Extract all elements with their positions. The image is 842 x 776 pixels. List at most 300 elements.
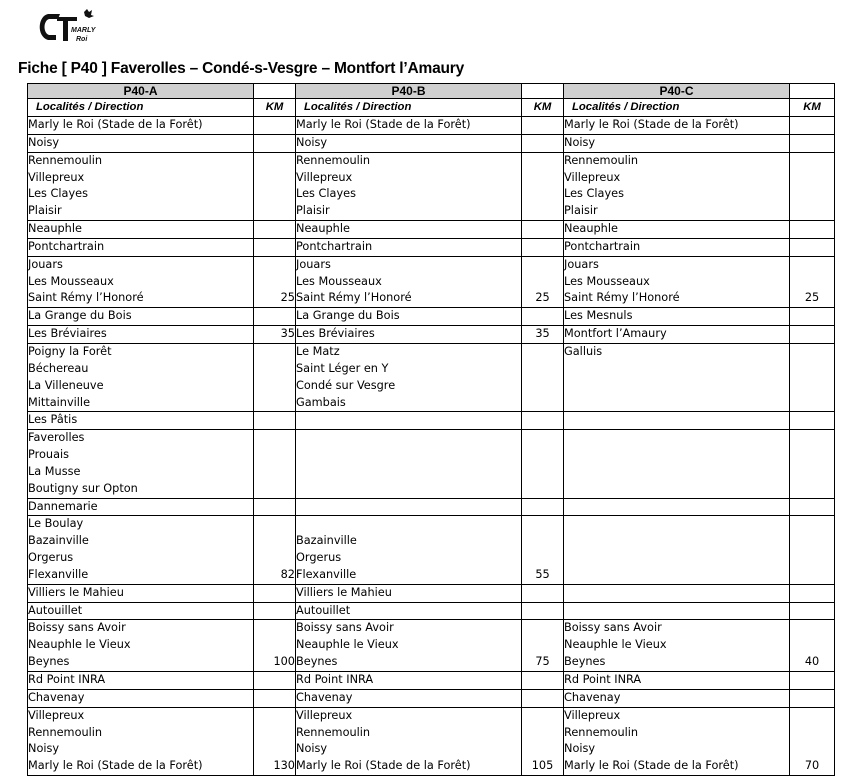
km-spacer [522, 516, 563, 533]
km-cell-b [522, 498, 564, 516]
km-value [790, 117, 834, 134]
localities-cell-b [296, 308, 522, 326]
localities-cell-a [28, 152, 254, 220]
locality-name: Neauphle [564, 222, 618, 236]
km-cell-c [790, 326, 835, 344]
km-spacer [254, 153, 295, 170]
km-value: 35 [280, 327, 295, 341]
localities-cell-b [296, 117, 522, 135]
locality-name: Beynes [564, 655, 606, 669]
km-spacer [254, 464, 295, 481]
locality-name: Neauphle le Vieux [296, 638, 399, 652]
km-value [790, 135, 834, 152]
km-cell-b [522, 134, 564, 152]
km-spacer [790, 708, 834, 725]
km-cell-c [790, 672, 835, 690]
km-value: 105 [531, 759, 554, 773]
locality-name: Villepreux [28, 170, 85, 184]
km-spacer [522, 620, 563, 637]
km-cell-b [522, 117, 564, 135]
locality-name: Noisy [564, 742, 596, 756]
km-cell-a [254, 620, 296, 672]
localities-cell-b [296, 620, 522, 672]
km-spacer [790, 620, 834, 637]
route-rows [28, 117, 835, 776]
km-cell-a [254, 707, 296, 775]
locality-name: Neauphle le Vieux [564, 638, 667, 652]
km-value [522, 481, 563, 498]
locality-name: Flexanville [28, 567, 89, 581]
localities-header-a: Localités / Direction [28, 99, 254, 117]
km-spacer [254, 550, 295, 567]
localities-cell-b [296, 707, 522, 775]
km-cell-b [522, 430, 564, 498]
km-spacer [522, 378, 563, 395]
km-spacer [522, 170, 563, 187]
locality-name: Condé sur Vesgre [296, 378, 396, 392]
km-spacer [254, 637, 295, 654]
table-row [28, 584, 835, 602]
km-value: 75 [535, 655, 550, 669]
localities-cell-c [564, 498, 790, 516]
km-cell-c [790, 620, 835, 672]
km-value: 25 [804, 291, 820, 305]
localities-cell-b [296, 602, 522, 620]
km-spacer [522, 153, 563, 170]
locality-name: Rd Point INRA [28, 673, 106, 686]
km-value [254, 395, 295, 412]
km-cell-c [790, 343, 835, 411]
localities-cell-a [28, 498, 254, 516]
km-cell-a [254, 516, 296, 584]
localities-cell-a [28, 689, 254, 707]
route-header-c: P40-C [564, 84, 790, 99]
km-spacer [522, 725, 563, 742]
km-cell-b [522, 343, 564, 411]
km-cell-a [254, 117, 296, 135]
locality-name [564, 378, 789, 395]
km-cell-b [522, 256, 564, 308]
locality-name: Chavenay [28, 690, 85, 704]
locality-name: Rennemoulin [28, 725, 103, 739]
km-cell-b [522, 412, 564, 430]
locality-name: Plaisir [296, 204, 330, 218]
page-title: Fiche [ P40 ] Faverolles – Condé-s-Vesgre – Montfort l’Amaury [18, 60, 465, 77]
km-value [522, 203, 563, 220]
locality-name: Flexanville [296, 567, 357, 581]
km-spacer [790, 186, 834, 203]
locality-name: Pontchartrain [28, 239, 105, 253]
km-cell-b [522, 707, 564, 775]
km-spacer [254, 708, 295, 725]
localities-cell-a [28, 584, 254, 602]
locality-name: Saint Rémy l’Honoré [28, 291, 144, 305]
km-cell-b [522, 602, 564, 620]
km-value [522, 690, 563, 707]
localities-cell-a [28, 430, 254, 498]
km-value [790, 603, 834, 620]
km-value [254, 690, 295, 707]
localities-cell-c [564, 620, 790, 672]
km-value [522, 308, 563, 325]
locality-name [296, 430, 521, 447]
km-cell-b [522, 584, 564, 602]
locality-name [564, 603, 789, 620]
locality-name: Les Mousseaux [28, 274, 114, 288]
locality-name: Villepreux [564, 170, 621, 184]
locality-name [564, 567, 789, 584]
km-cell-c [790, 308, 835, 326]
km-cell-a [254, 689, 296, 707]
locality-name [564, 395, 789, 412]
km-value: 70 [804, 759, 820, 773]
km-cell-a [254, 134, 296, 152]
locality-name: Faverolles [28, 431, 85, 445]
km-cell-a [254, 308, 296, 326]
locality-name: Saint Rémy l’Honoré [564, 291, 680, 305]
table-row [28, 602, 835, 620]
km-spacer [522, 361, 563, 378]
locality-name: Rd Point INRA [296, 673, 374, 686]
km-cell-b [522, 238, 564, 256]
km-value [790, 690, 834, 707]
locality-name: Saint Léger en Y [296, 361, 389, 375]
km-value [254, 481, 295, 498]
table-row [28, 689, 835, 707]
km-cell-c [790, 498, 835, 516]
locality-name: Marly le Roi (Stade de la Forêt) [296, 118, 471, 131]
locality-name: Beynes [296, 655, 338, 669]
locality-name: Neauphle [28, 222, 82, 236]
localities-cell-c [564, 412, 790, 430]
locality-name: Jouars [28, 257, 63, 271]
km-value: 40 [804, 655, 820, 669]
km-cell-a [254, 672, 296, 690]
km-value [790, 203, 834, 220]
svg-text:Roi: Roi [76, 36, 88, 43]
km-cell-c [790, 689, 835, 707]
km-value [790, 221, 834, 238]
km-value [790, 412, 834, 429]
club-logo [34, 8, 104, 48]
km-spacer [790, 637, 834, 654]
km-value: 55 [535, 567, 550, 581]
locality-name [564, 361, 789, 378]
localities-cell-b [296, 430, 522, 498]
localities-cell-b [296, 238, 522, 256]
km-spacer [522, 274, 563, 291]
route-header-b-km-blank [522, 84, 564, 99]
locality-name: Chavenay [296, 690, 353, 704]
locality-name: Plaisir [28, 204, 62, 218]
km-spacer [254, 741, 295, 758]
km-value [790, 326, 834, 343]
km-cell-b [522, 672, 564, 690]
km-header-c: KM [790, 99, 835, 117]
km-spacer [254, 274, 295, 291]
locality-name: Rennemoulin [296, 153, 371, 167]
locality-name: Jouars [564, 257, 599, 271]
km-cell-a [254, 584, 296, 602]
km-cell-c [790, 412, 835, 430]
localities-cell-c [564, 238, 790, 256]
localities-cell-c [564, 430, 790, 498]
localities-cell-b [296, 221, 522, 239]
km-spacer [790, 344, 834, 361]
table-row [28, 134, 835, 152]
locality-name: Saint Rémy l’Honoré [296, 291, 412, 305]
km-cell-a [254, 238, 296, 256]
km-value [790, 585, 834, 602]
km-value [254, 672, 295, 689]
localities-cell-b [296, 343, 522, 411]
km-spacer [522, 708, 563, 725]
locality-name: Neauphle [296, 222, 350, 236]
locality-name [564, 550, 789, 567]
km-cell-a [254, 412, 296, 430]
locality-name: Le Matz [296, 344, 340, 358]
km-spacer [522, 430, 563, 447]
localities-header-c: Localités / Direction [564, 99, 790, 117]
locality-name: Orgerus [296, 551, 342, 565]
km-value [254, 135, 295, 152]
km-value [254, 239, 295, 256]
km-spacer [790, 464, 834, 481]
table-row [28, 620, 835, 672]
table-row [28, 117, 835, 135]
locality-name: Villepreux [296, 708, 353, 722]
locality-name: La Musse [28, 464, 81, 478]
locality-name: Les Clayes [296, 187, 356, 201]
localities-cell-c [564, 134, 790, 152]
locality-name: Chavenay [564, 690, 621, 704]
locality-name: Plaisir [564, 204, 598, 218]
locality-name [296, 481, 521, 498]
locality-name [564, 481, 789, 498]
localities-cell-b [296, 689, 522, 707]
localities-cell-c [564, 672, 790, 690]
locality-name: Noisy [296, 742, 328, 756]
localities-cell-b [296, 672, 522, 690]
km-cell-b [522, 620, 564, 672]
km-cell-a [254, 221, 296, 239]
locality-name: Boissy sans Avoir [296, 621, 394, 635]
km-value: 25 [280, 291, 295, 305]
localities-cell-a [28, 326, 254, 344]
locality-name [296, 499, 521, 516]
km-spacer [790, 725, 834, 742]
locality-name [296, 412, 521, 429]
km-value [254, 499, 295, 516]
locality-name: Les Mousseaux [296, 274, 382, 288]
locality-name: Villepreux [296, 170, 353, 184]
locality-name: Poigny la Forêt [28, 344, 112, 358]
km-cell-a [254, 152, 296, 220]
km-spacer [522, 550, 563, 567]
km-value [790, 567, 834, 584]
km-cell-c [790, 221, 835, 239]
km-cell-a [254, 343, 296, 411]
km-value [790, 672, 834, 689]
km-spacer [254, 516, 295, 533]
localities-cell-c [564, 602, 790, 620]
locality-name: Villepreux [564, 708, 621, 722]
km-value [254, 203, 295, 220]
locality-name: Noisy [28, 742, 60, 756]
km-value [790, 395, 834, 412]
locality-name [564, 533, 789, 550]
locality-name [564, 412, 789, 429]
table-row [28, 343, 835, 411]
localities-cell-c [564, 689, 790, 707]
km-value: 35 [535, 327, 550, 341]
km-value [522, 672, 563, 689]
locality-name: Pontchartrain [564, 239, 641, 253]
km-spacer [254, 447, 295, 464]
km-cell-c [790, 516, 835, 584]
locality-name: Bazainville [28, 534, 89, 548]
locality-name: Pontchartrain [296, 239, 373, 253]
km-value [790, 239, 834, 256]
locality-name [296, 516, 521, 533]
locality-name: Marly le Roi (Stade de la Forêt) [564, 759, 739, 773]
locality-name [564, 447, 789, 464]
km-spacer [522, 533, 563, 550]
localities-cell-a [28, 256, 254, 308]
localities-cell-a [28, 238, 254, 256]
localities-cell-b [296, 134, 522, 152]
locality-name: Noisy [28, 135, 60, 149]
localities-cell-c [564, 152, 790, 220]
locality-name: La Grange du Bois [28, 309, 132, 323]
route-header-a: P40-A [28, 84, 254, 99]
locality-name: Galluis [564, 344, 603, 358]
locality-name: Le Boulay [28, 517, 84, 531]
locality-name: Autouillet [28, 603, 83, 617]
table-row [28, 326, 835, 344]
km-value [254, 585, 295, 602]
km-value [522, 395, 563, 412]
localities-cell-a [28, 412, 254, 430]
locality-name: Villiers le Mahieu [28, 585, 124, 599]
locality-name: Les Clayes [564, 187, 624, 201]
locality-name [564, 430, 789, 447]
km-value [254, 221, 295, 238]
locality-name: Rd Point INRA [564, 673, 642, 686]
locality-name [564, 585, 789, 602]
km-cell-b [522, 326, 564, 344]
locality-name: Villiers le Mahieu [296, 585, 392, 599]
localities-cell-c [564, 256, 790, 308]
locality-name: Boissy sans Avoir [28, 621, 126, 635]
km-spacer [790, 257, 834, 274]
localities-cell-c [564, 707, 790, 775]
locality-name [564, 499, 789, 516]
localities-cell-b [296, 498, 522, 516]
locality-name: Villepreux [28, 708, 85, 722]
localities-cell-a [28, 620, 254, 672]
localities-cell-a [28, 602, 254, 620]
localities-cell-a [28, 672, 254, 690]
locality-name: Gambais [296, 395, 346, 409]
km-value [522, 499, 563, 516]
km-header-a: KM [254, 99, 296, 117]
locality-name: Marly le Roi (Stade de la Forêt) [28, 759, 203, 773]
localities-header-b: Localités / Direction [296, 99, 522, 117]
km-value [522, 135, 563, 152]
locality-name: Les Mousseaux [564, 274, 650, 288]
localities-cell-c [564, 221, 790, 239]
route-header-c-km-blank [790, 84, 835, 99]
km-value [254, 412, 295, 429]
locality-name: Noisy [564, 135, 596, 149]
km-value [522, 239, 563, 256]
route-header-a-km-blank [254, 84, 296, 99]
locality-name: Rennemoulin [28, 153, 103, 167]
locality-name: Jouars [296, 257, 331, 271]
locality-name: Rennemoulin [564, 725, 639, 739]
km-cell-c [790, 602, 835, 620]
km-spacer [790, 361, 834, 378]
km-value [254, 603, 295, 620]
locality-name: Prouais [28, 448, 70, 462]
km-cell-c [790, 117, 835, 135]
km-value: 25 [535, 291, 550, 305]
locality-name: Rennemoulin [296, 725, 371, 739]
localities-cell-b [296, 152, 522, 220]
km-spacer [790, 533, 834, 550]
km-spacer [254, 620, 295, 637]
km-spacer [254, 430, 295, 447]
localities-cell-b [296, 516, 522, 584]
locality-name: Les Clayes [28, 187, 88, 201]
localities-cell-a [28, 707, 254, 775]
locality-name [296, 464, 521, 481]
km-value [790, 308, 834, 325]
km-value [522, 412, 563, 429]
km-spacer [254, 533, 295, 550]
km-spacer [254, 378, 295, 395]
km-value [522, 603, 563, 620]
km-value [790, 499, 834, 516]
km-spacer [522, 637, 563, 654]
km-spacer [790, 516, 834, 533]
km-spacer [254, 170, 295, 187]
km-spacer [790, 447, 834, 464]
route-table [27, 83, 835, 776]
km-cell-a [254, 326, 296, 344]
localities-cell-a [28, 221, 254, 239]
table-row [28, 152, 835, 220]
km-cell-b [522, 221, 564, 239]
km-spacer [790, 274, 834, 291]
localities-cell-a [28, 308, 254, 326]
km-value: 130 [273, 759, 295, 773]
km-spacer [790, 741, 834, 758]
km-spacer [522, 464, 563, 481]
table-row [28, 516, 835, 584]
km-spacer [254, 361, 295, 378]
localities-cell-c [564, 343, 790, 411]
locality-name: Marly le Roi (Stade de la Forêt) [296, 759, 471, 773]
km-cell-b [522, 152, 564, 220]
svg-text:MARLY: MARLY [71, 27, 96, 34]
km-cell-c [790, 152, 835, 220]
km-spacer [522, 741, 563, 758]
km-value [790, 481, 834, 498]
table-row [28, 238, 835, 256]
km-spacer [522, 257, 563, 274]
